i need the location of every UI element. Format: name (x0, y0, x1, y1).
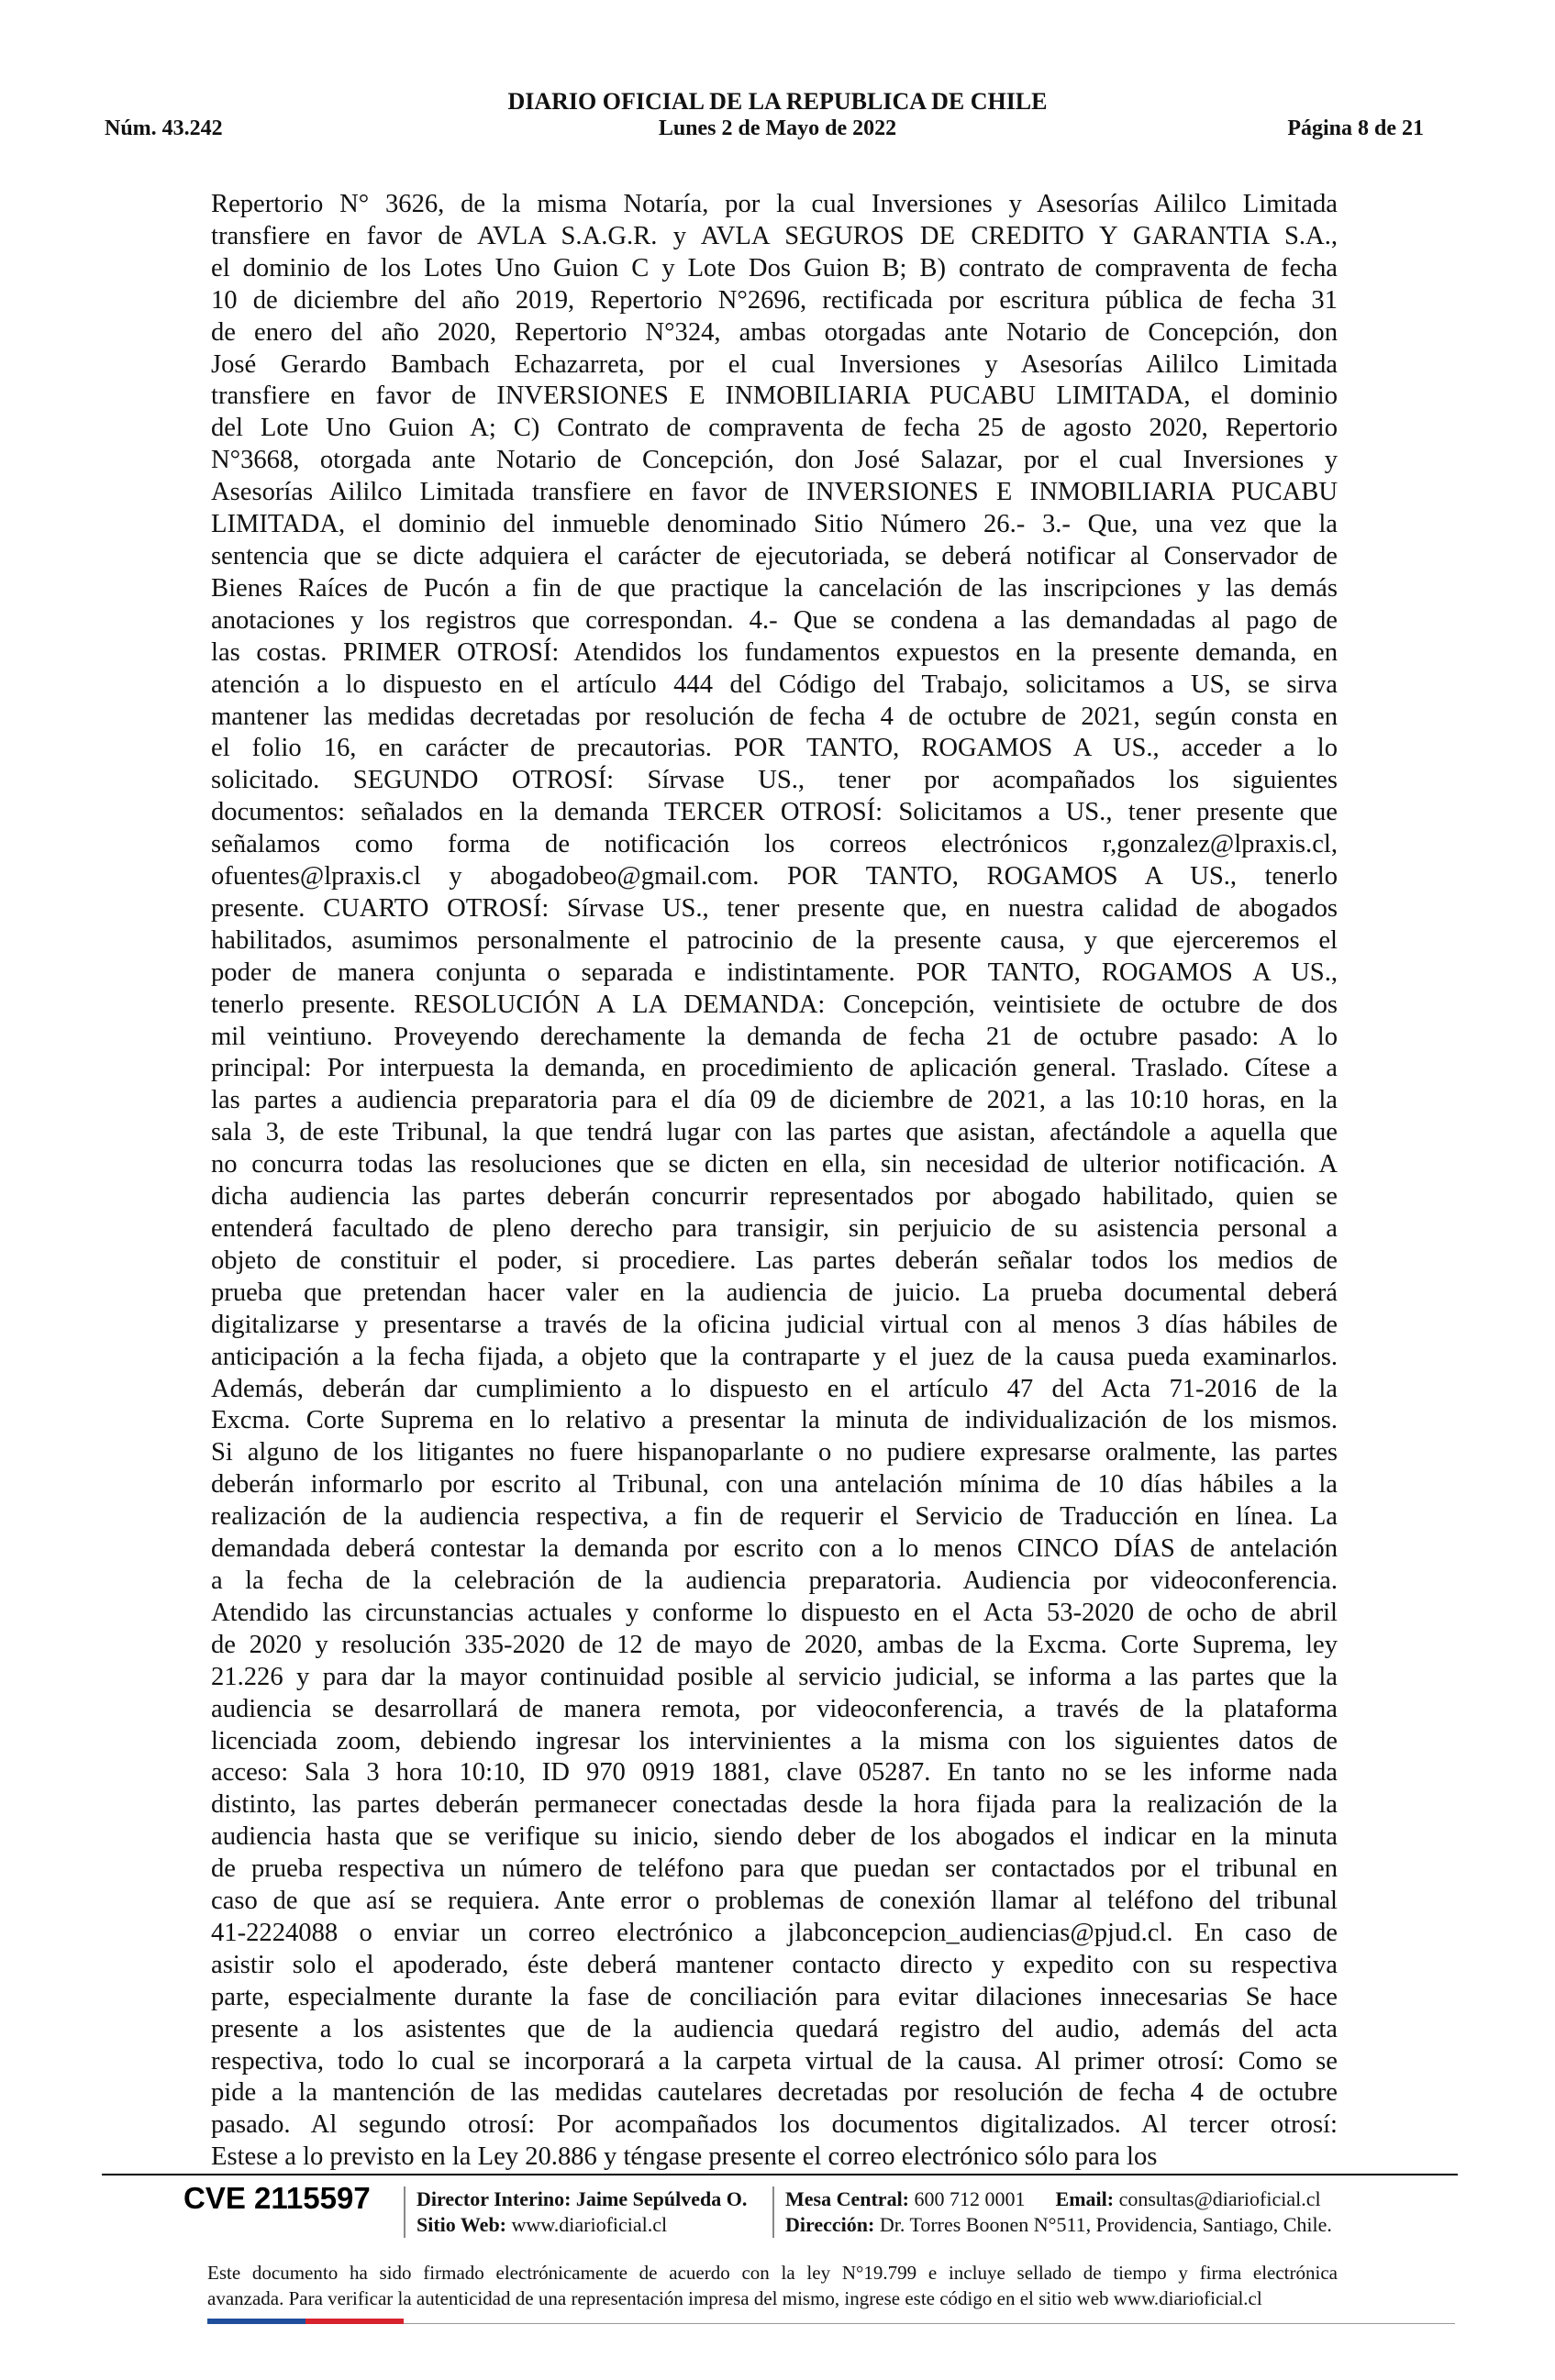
cve-code: CVE 2115597 (183, 2181, 371, 2215)
body-line: presente a los asistentes que de la audiencia quedará registro del audio, además del acta (211, 2014, 1338, 2043)
body-line: poder de manera conjunta o separada e indistintamente. POR TANTO, ROGAMOS A US., (211, 958, 1338, 987)
body-line: presente. CUARTO OTROSÍ: Sírvase US., tener presente que, en nuestra calidad de abogados (211, 893, 1338, 923)
body-line: las partes a audiencia preparatoria para el día 09 de diciembre de 2021, a las 10:10 horas, en la (211, 1086, 1338, 1115)
body-line: de 2020 y resolución 335-2020 de 12 de mayo de 2020, ambas de la Excma. Corte Suprema, ley (211, 1630, 1338, 1659)
body-line: acceso: Sala 3 hora 10:10, ID 970 0919 1881, clave 05287. En tanto no se les informe nada (211, 1758, 1338, 1788)
chile-flag-bar (207, 2319, 404, 2324)
body-line: asistir solo el apoderado, éste deberá mantener contacto directo y expedito con su respectiva (211, 1950, 1338, 1979)
body-line: Estese a lo previsto en la Ley 20.886 y téngase presente el correo electrónico sólo para los (211, 2142, 1158, 2172)
website-label: Sitio Web: (417, 2213, 507, 2236)
disclaimer-line: avanzada. Para verificar la autenticidad de una representación impresa del mismo, ingrese este código en el sitio web www.diarioficial.cl (207, 2287, 1262, 2309)
body-line: digitalizarse y presentarse a través de la oficina judicial virtual con al menos 3 días hábiles de (211, 1310, 1338, 1339)
address-line (785, 2212, 1332, 2238)
footer-separator (772, 2186, 774, 2238)
body-line: tenerlo presente. RESOLUCIÓN A LA DEMANDA: Concepción, veintisiete de octubre de dos (211, 990, 1338, 1019)
phone-value: 600 712 0001 (914, 2187, 1026, 2210)
body-line: sentencia que se dicte adquiera el carácter de ejecutoriada, se deberá notificar al Conservador de (211, 541, 1338, 570)
body-line: de prueba respectiva un número de teléfono para que puedan ser contactados por el tribunal en (211, 1854, 1338, 1884)
body-line: 10 de diciembre del año 2019, Repertorio N°2696, rectificada por escritura pública de fecha 31 (211, 285, 1338, 315)
body-line: 41-2224088 o enviar un correo electrónico a jlabconcepcion_audiencias@pjud.cl. En caso de (211, 1918, 1338, 1947)
address-label: Dirección: (785, 2213, 875, 2236)
contact-line (785, 2186, 1332, 2212)
body-line: licenciada zoom, debiendo ingresar los intervinientes a la misma con los siguientes datos de (211, 1726, 1338, 1755)
body-line: Excma. Corte Suprema en lo relativo a presentar la minuta de individualización de los mismos. (211, 1406, 1338, 1435)
body-line: Bienes Raíces de Pucón a fin de que practique la cancelación de las inscripciones y las demás (211, 573, 1338, 603)
body-line: objeto de constituir el poder, si procediere. Las partes deberán señalar todos los medios de (211, 1245, 1338, 1275)
footer-separator (404, 2186, 405, 2238)
director-label: Director Interino: (417, 2187, 572, 2210)
body-line: prueba que pretendan hacer valer en la audiencia de juicio. La prueba documental deberá (211, 1278, 1338, 1307)
disclaimer-line: Este documento ha sido firmado electrónicamente de acuerdo con la ley N°19.799 e incluye sellado de tiempo y firma electrónica (207, 2262, 1338, 2284)
body-line: LIMITADA, el dominio del inmueble denominado Sitio Número 26.- 3.- Que, una vez que la (211, 510, 1338, 539)
body-line: anotaciones y los registros que correspondan. 4.- Que se condena a las demandadas al pago de (211, 605, 1338, 635)
signature-disclaimer (207, 2260, 1338, 2311)
body-line: dicha audiencia las partes deberán concurrir representados por abogado habilitado, quien se (211, 1182, 1338, 1212)
body-line: audiencia se desarrollará de manera remota, por videoconferencia, a través de la plataforma (211, 1694, 1338, 1723)
body-line: atención a lo dispuesto en el artículo 444 del Código del Trabajo, solicitamos a US, se sirva (211, 670, 1338, 699)
body-line: señalamos como forma de notificación los correos electrónicos r,gonzalez@lpraxis.cl, (211, 830, 1338, 859)
body-text (211, 189, 1338, 2174)
body-line: ofuentes@lpraxis.cl y abogadobeo@gmail.com. POR TANTO, ROGAMOS A US., tenerlo (211, 862, 1338, 891)
website-line (417, 2212, 747, 2238)
body-line: audiencia hasta que se verifique su inicio, siendo deber de los abogados el indicar en la minuta (211, 1822, 1338, 1852)
body-line: transfiere en favor de INVERSIONES E INMOBILIARIA PUCABU LIMITADA, el dominio (211, 382, 1338, 411)
body-line: parte, especialmente durante la fase de conciliación para evitar dilaciones innecesarias Se hace (211, 1982, 1338, 2011)
body-line: Atendido las circunstancias actuales y conforme lo dispuesto en el Acta 53-2020 de ocho de abril (211, 1598, 1338, 1627)
body-line: anticipación a la fecha fijada, a objeto que la contraparte y el juez de la causa pueda examinarlos. (211, 1342, 1338, 1371)
body-line: respectiva, todo lo cual se incorporará a la carpeta virtual de la causa. Al primer otrosí: Como se (211, 2046, 1338, 2076)
body-line: N°3668, otorgada ante Notario de Concepción, don José Salazar, por el cual Inversiones y (211, 446, 1338, 475)
body-line: habilitados, asumimos personalmente el patrocinio de la presente causa, y que ejerceremos el (211, 925, 1338, 955)
website-link[interactable]: www.diarioficial.cl (511, 2213, 668, 2236)
flag-blue-stripe (207, 2319, 305, 2324)
body-line: las costas. PRIMER OTROSÍ: Atendidos los fundamentos expuestos en la presente demanda, en (211, 637, 1338, 667)
director-name: Jaime Sepúlveda O. (575, 2187, 748, 2210)
body-line: Repertorio N° 3626, de la misma Notaría, por la cual Inversiones y Asesorías Aililco Limitada (211, 190, 1338, 218)
body-line: Si alguno de los litigantes no fuere hispanoparlante o no pudiere expresarse oralmente, las partes (211, 1438, 1338, 1467)
body-line: pide a la mantención de las medidas cautelares decretadas por resolución de fecha 4 de octubre (211, 2078, 1338, 2108)
director-line (417, 2186, 747, 2212)
body-line: demandada deberá contestar la demanda por escrito con a lo menos CINCO DÍAS de antelación (211, 1534, 1338, 1564)
body-line: José Gerardo Bambach Echazarreta, por el cual Inversiones y Asesorías Aililco Limitada (211, 349, 1338, 379)
footer-director-block (417, 2186, 747, 2238)
body-line: principal: Por interpuesta la demanda, en procedimiento de aplicación general. Traslado. Cítese a (211, 1054, 1338, 1083)
body-line: a la fecha de la celebración de la audiencia preparatoria. Audiencia por videoconferencia. (211, 1566, 1338, 1595)
body-line: documentos: señalados en la demanda TERCER OTROSÍ: Solicitamos a US., tener presente que (211, 798, 1338, 827)
phone-label: Mesa Central: (785, 2187, 910, 2210)
email-link[interactable]: consultas@diarioficial.cl (1118, 2187, 1321, 2210)
newspaper-title: DIARIO OFICIAL DE LA REPUBLICA DE CHILE (507, 88, 1048, 115)
body-line: el folio 16, en carácter de precautorias. POR TANTO, ROGAMOS A US., acceder a lo (211, 734, 1338, 763)
body-line: mil veintiuno. Proveyendo derechamente la demanda de fecha 21 de octubre pasado: A lo (211, 1022, 1338, 1051)
footer-contact-block (785, 2186, 1332, 2238)
body-line: realización de la audiencia respectiva, a fin de requerir el Servicio de Traducción en línea. La (211, 1502, 1338, 1532)
issue-date: Lunes 2 de Mayo de 2022 (658, 116, 897, 140)
flag-red-stripe (305, 2319, 404, 2324)
body-line: transfiere en favor de AVLA S.A.G.R. y AVLA SEGUROS DE CREDITO Y GARANTIA S.A., (211, 221, 1338, 250)
body-line: Asesorías Aililco Limitada transfiere en favor de INVERSIONES E INMOBILIARIA PUCABU (211, 478, 1338, 507)
body-line: deberán informarlo por escrito al Tribunal, con una antelación mínima de 10 días hábiles a la (211, 1470, 1338, 1500)
body-line: pasado. Al segundo otrosí: Por acompañados los documentos digitalizados. Al tercer otrosí: (211, 2110, 1338, 2140)
issue-number: Núm. 43.242 (105, 116, 223, 140)
body-line: no concurra todas las resoluciones que se dicten en ella, sin necesidad de ulterior notificación. A (211, 1150, 1338, 1179)
body-line: mantener las medidas decretadas por resolución de fecha 4 de octubre de 2021, según consta en (211, 702, 1338, 731)
body-line: el dominio de los Lotes Uno Guion C y Lote Dos Guion B; B) contrato de compraventa de fecha (211, 253, 1338, 282)
body-line: caso de que así se requiera. Ante error o problemas de conexión llamar al teléfono del tribunal (211, 1887, 1338, 1916)
body-line: sala 3, de este Tribunal, la que tendrá lugar con las partes que asistan, afectándole a aquella que (211, 1118, 1338, 1147)
body-line: 21.226 y para dar la mayor continuidad posible al servicio judicial, se informa a las partes que la (211, 1662, 1338, 1691)
page-number: Página 8 de 21 (1287, 116, 1424, 140)
body-line: solicitado. SEGUNDO OTROSÍ: Sírvase US., tener por acompañados los siguientes (211, 766, 1338, 795)
footer-top-rule (102, 2174, 1458, 2175)
email-label: Email: (1055, 2187, 1115, 2210)
address-value: Dr. Torres Boonen N°511, Providencia, Santiago, Chile. (879, 2213, 1332, 2236)
body-line: Además, deberán dar cumplimiento a lo dispuesto en el artículo 47 del Acta 71-2016 de la (211, 1374, 1338, 1403)
body-line: distinto, las partes deberán permanecer conectadas desde la hora fijada para la realización de la (211, 1790, 1338, 1820)
body-line: de enero del año 2020, Repertorio N°324, ambas otorgadas ante Notario de Concepción, don (211, 317, 1338, 347)
body-line: entenderá facultado de pleno derecho para transigir, sin perjuicio de su asistencia personal a (211, 1214, 1338, 1243)
body-line: del Lote Uno Guion A; C) Contrato de compraventa de fecha 25 de agosto 2020, Repertorio (211, 414, 1338, 443)
